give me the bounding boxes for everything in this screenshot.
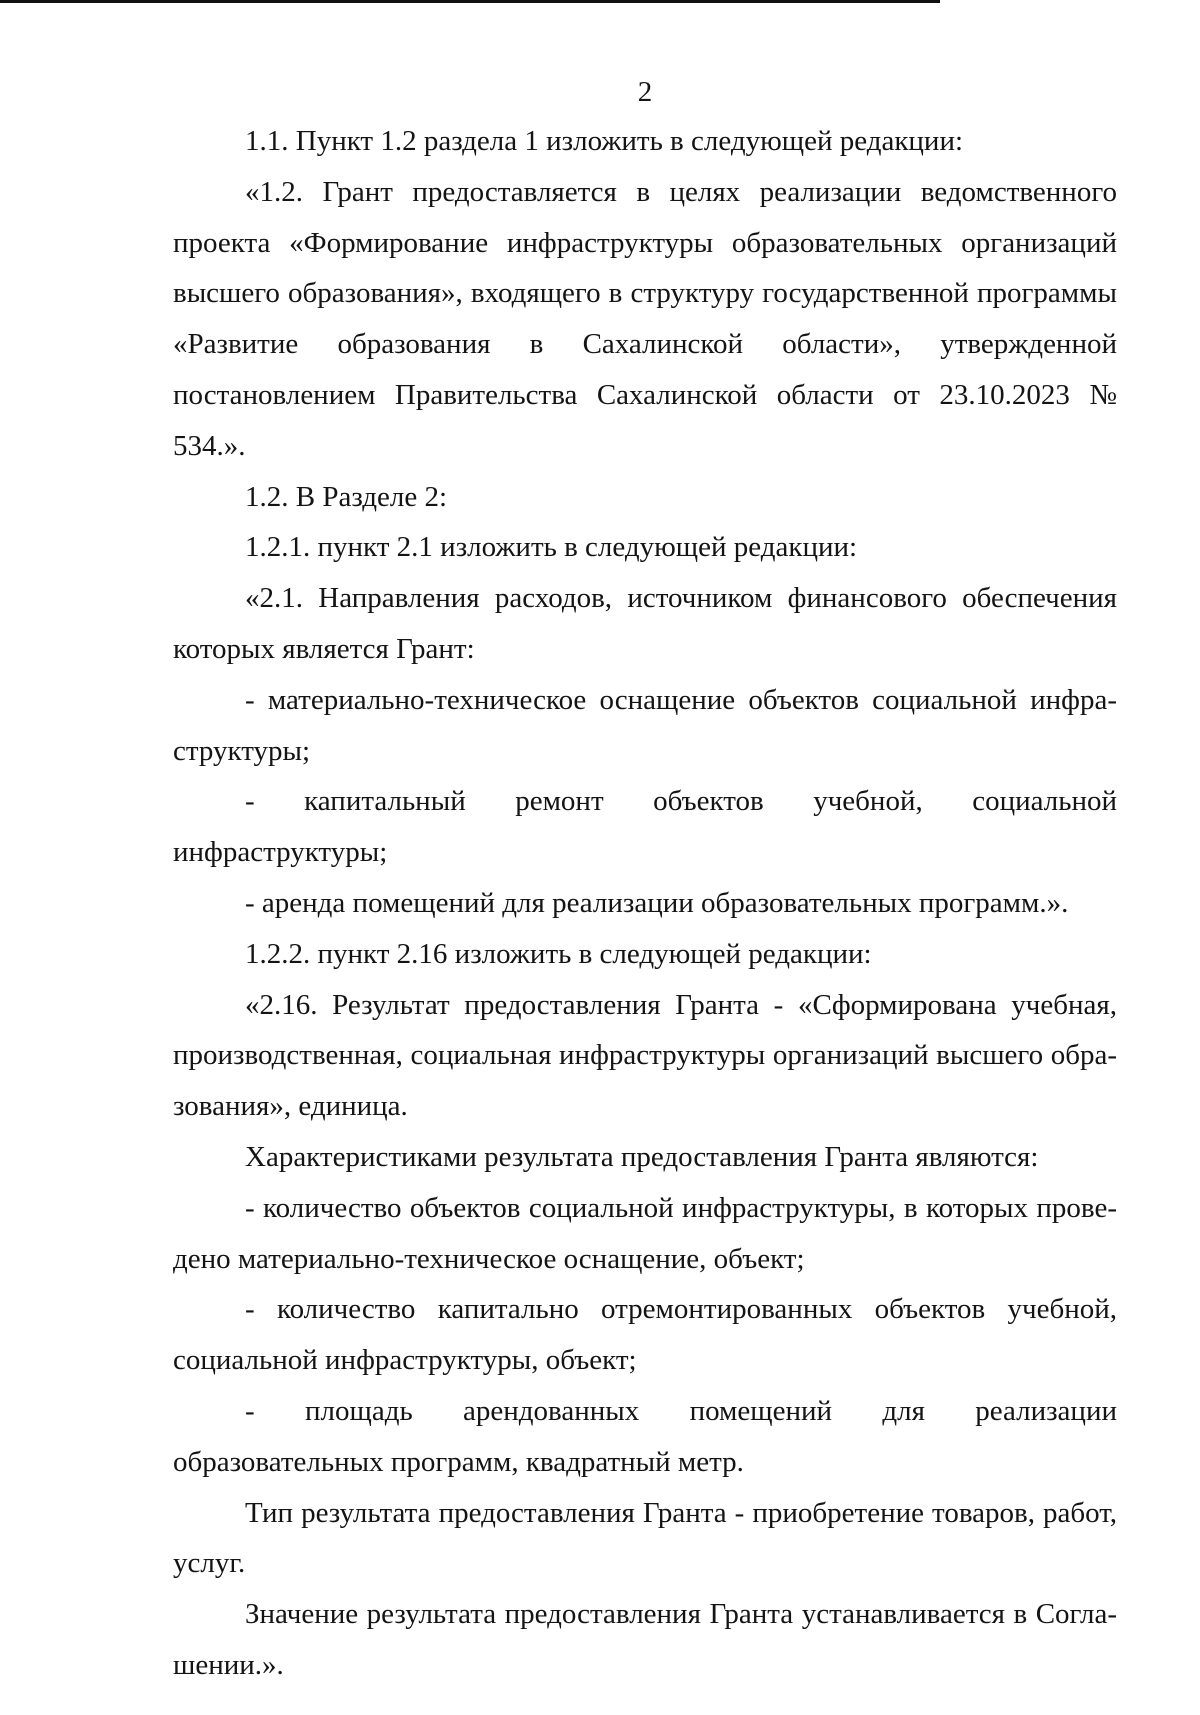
paragraph-result-type: Тип результата предоставления Гранта - приобретение товаров, работ, услуг. (173, 1496, 1117, 1580)
list-item-rented-area: - площадь арендованных помещений для реализации образовательных программ, квадратный метр. (173, 1394, 1117, 1478)
paragraph-grant-result: «2.16. Результат предоставления Гранта - «Сформирована учебная, производственная, социальная инфраструктуры организаций высшего образования», единица. (173, 988, 1117, 1123)
paragraph-grant-purpose: «1.2. Грант предоставляется в целях реализации ведомственного проекта «Формирование инфраструктуры образовательных организаций высшего образования», входящего в структуру государственной программы «Развитие образования в Сахалинской области», утвержденной постановлением Правительства Сахалинской области от 23.10.2023 № 534.». (173, 175, 1117, 462)
paragraph-result-value: Значение результата предоставления Гранта устанавливается в Соглашении.». (173, 1598, 1117, 1681)
paragraph-characteristics: Характеристиками результата предоставления Гранта являются: (245, 1140, 1039, 1173)
paragraph-1-2-2: 1.2.2. пункт 2.16 изложить в следующей редакции: (245, 937, 872, 970)
list-item-repair: - капитальный ремонт объектов учебной, социальной инфраструктуры; (173, 785, 1117, 869)
page-number: 2 (637, 76, 653, 108)
paragraph-1-1: 1.1. Пункт 1.2 раздела 1 изложить в следующей редакции: (245, 125, 964, 157)
document-body (173, 116, 1117, 1691)
list-item-equipped-objects: - количество объектов социальной инфраструктуры, в которых проведено материально-техническое оснащение, объект; (173, 1191, 1117, 1275)
list-item-equipment: - материально-техническое оснащение объектов социальной инфраструктуры; (173, 683, 1117, 767)
paragraph-expense-directions: «2.1. Направления расходов, источником финансового обеспечения которых является Грант: (173, 582, 1117, 665)
paragraph-1-2-1: 1.2.1. пункт 2.1 изложить в следующей редакции: (245, 531, 858, 564)
list-item-rent: - аренда помещений для реализации образовательных программ.». (245, 886, 1069, 919)
top-border-line (0, 0, 940, 3)
list-item-repaired-objects: - количество капитально отремонтированных объектов учебной, социальной инфраструктуры, объект; (173, 1293, 1117, 1377)
paragraph-1-2: 1.2. В Разделе 2: (245, 480, 448, 513)
